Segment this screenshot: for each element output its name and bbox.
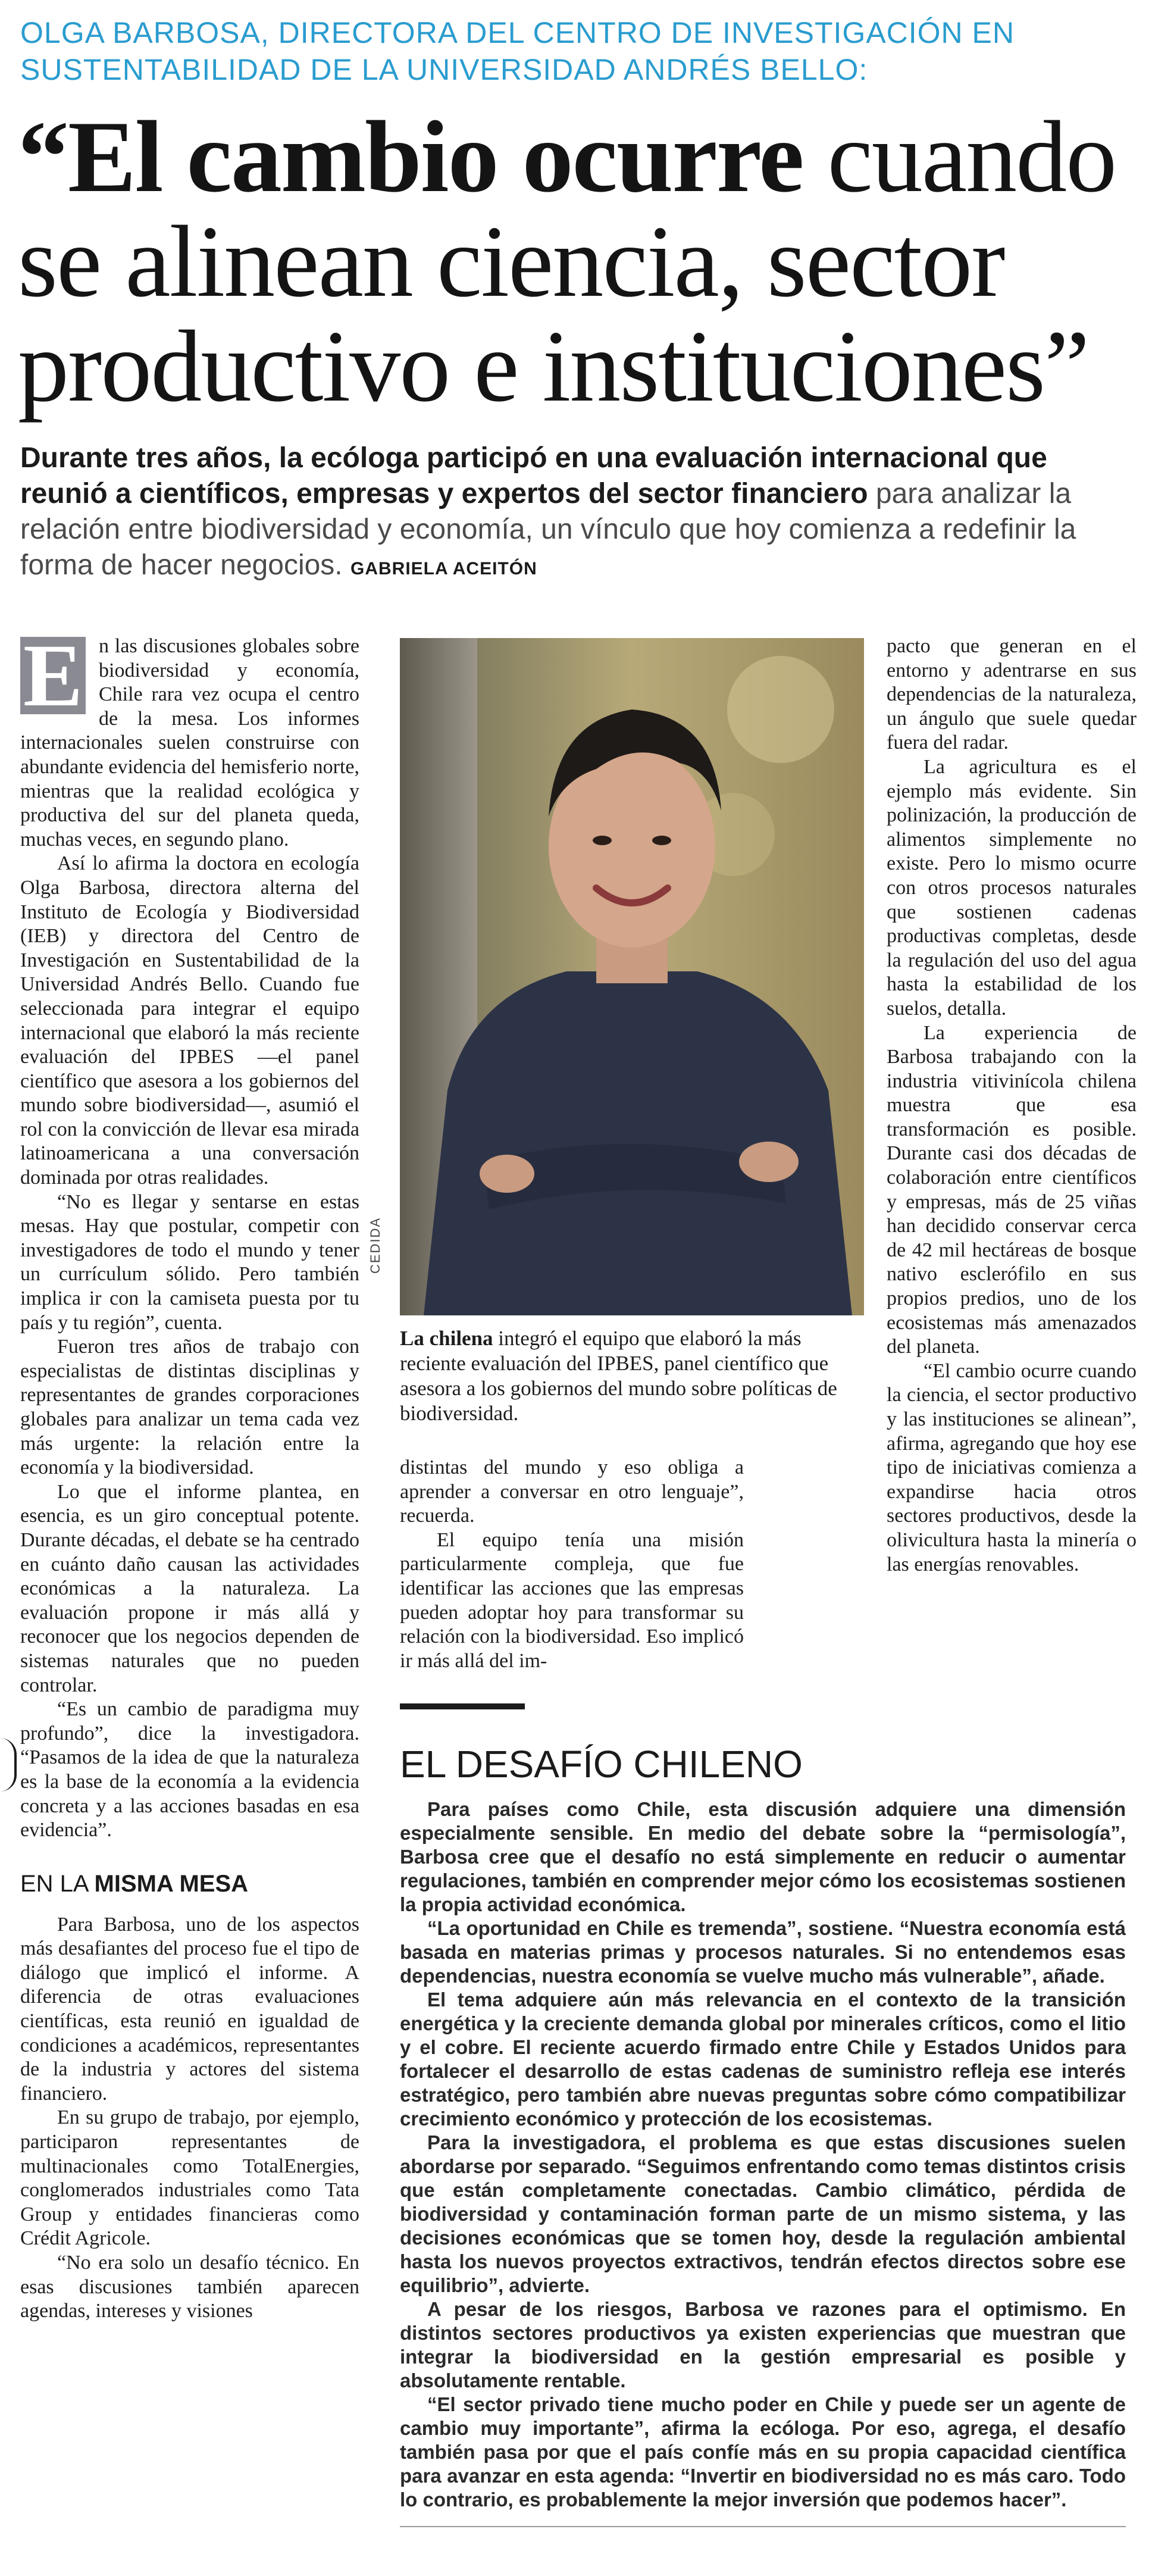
paragraph: pacto que generan en el entorno y adentrarse en sus dependencias de la naturaleza, un ángulo que suele quedar fuera del radar. — [887, 635, 1137, 754]
paragraph: El equipo tenía una misión particularmente compleja, que fue identificar las acciones que las empresas pueden adoptar hoy para transformar su relación con la biodiversidad. Eso implicó ir más allá del im- — [400, 1528, 744, 1672]
paragraph: “Es un cambio de paradigma muy profundo”, dice la investigadora. “Pasamos de la idea de que la naturaleza es la base de la economía a la evidencia concreta y a las acciones basadas en esa evidencia”. — [20, 1698, 359, 1842]
paragraph: “El cambio ocurre cuando la ciencia, el sector productivo y las instituciones se alinean”, afirma, agregando que hoy ese tipo de iniciativas comienza a expandirse hacia otros sectores productivos, desde la olivicultura hasta la minería o las energías renovables. — [887, 1359, 1137, 1575]
article-column-1 — [20, 626, 359, 2324]
drop-cap: E — [20, 637, 86, 714]
paragraph: Para Barbosa, uno de los aspectos más desafiantes del proceso fue el tipo de diálogo que implicó el informe. A diferencia de otras evaluaciones científicas, esta reunió en igualdad de condiciones a académicos, representantes de la industria y actores del sistema financiero. — [20, 1913, 359, 2105]
box-rule — [400, 1703, 525, 1709]
portrait-illustration — [400, 638, 864, 1315]
paragraph: “No era solo un desafío técnico. En esas discusiones también aparecen agendas, intereses y visiones — [20, 2252, 359, 2322]
paragraph: Así lo afirma la doctora en ecología Olga Barbosa, directora alterna del Instituto de Ecología y Biodiversidad (IEB) y directora del Centro de Investigación en Sustentabilidad de la Universidad Andrés Bello. Cuando fue seleccionada para integrar el equipo internacional que elaboró la más reciente evaluación del IPBES —el panel científico que asesora a los gobiernos del mundo sobre biodiversidad—, asumió el rol con la convicción de llevar esa mirada latinoamericana a una conversación dominada por otras realidades. — [20, 852, 359, 1189]
box-title: EL DESAFÍO CHILENO — [400, 1743, 803, 1786]
page-edge-mark — [0, 1738, 17, 1792]
bottom-rule — [400, 2526, 1126, 2527]
paragraph: “No es llegar y sentarse en estas mesas. Hay que postular, competir con investigadores de todo el mundo y tener un currículum sólido. Pero también implica ir con la camiseta puesta por tu país y tu región”, cuenta. — [20, 1190, 359, 1334]
paragraph: distintas del mundo y eso obliga a aprender a conversar en otro lenguaje”, recuerda. — [400, 1456, 744, 1527]
photo-caption — [400, 1326, 864, 1426]
headline — [18, 101, 1137, 423]
article-column-2 — [400, 1456, 744, 1673]
paragraph: Lo que el informe plantea, en esencia, es un giro conceptual potente. Durante décadas, el debate se ha centrado en cuánto daño causan las actividades económicas a la naturaleza. La evaluación propone ir más allá y reconocer que los negocios dependen de sistemas naturales que no pueden controlar. — [20, 1480, 359, 1696]
paragraph: En su grupo de trabajo, por ejemplo, participaron representantes de multinacionales como TotalEnergies, conglomerados industriales como Tata Group y entidades financieras como Crédit Agricole. — [20, 2106, 359, 2250]
photo-credit: CEDIDA — [368, 1217, 383, 1274]
deck — [20, 440, 1127, 587]
paragraph: Fueron tres años de trabajo con especialistas de distintas disciplinas y representantes de grandes corporaciones globales para analizar un tema cada vez más urgente: la relación entre la economía y la biodiversidad. — [20, 1336, 359, 1479]
subhead-bold: MISMA MESA — [94, 1870, 249, 1897]
box-paragraph: “La oportunidad en Chile es tremenda”, sostiene. “Nuestra economía está basada en materias primas y procesos naturales. Si no entendemos esas dependencias, nuestra economía se vuelve mucho más vulnerable”, añade. — [400, 1917, 1126, 1987]
box-paragraph: Para países como Chile, esta discusión adquiere una dimensión especialmente sensible. En medio del debate sobre la “permisología”, Barbosa cree que el desafío no está simplemente en reducir o aumentar regulaciones, también en comprender mejor cómo los ecosistemas sostienen la propia actividad económica. — [400, 1798, 1126, 1915]
paragraph: La experiencia de Barbosa trabajando con la industria vitivinícola chilena muestra que esa transformación es posible. Durante casi dos décadas de colaboración entre científicos y empresas, más de 25 viñas han decidido conservar cerca de 42 mil hectáreas de bosque nativo esclerófilo en sus propios predios, uno de los ecosistemas más amenazados del planeta. — [887, 1021, 1137, 1358]
subhead-light: EN LA — [20, 1870, 95, 1897]
box-paragraph: El tema adquiere aún más relevancia en el contexto de la transición energética y la creciente demanda global por minerales críticos, como el litio y el cobre. El reciente acuerdo firmado entre Chile y Estados Unidos para fortalecer el desarrollo de estas cadenas de suministro refleja ese interés estratégico, pero también abre nuevas preguntas sobre cómo compatibilizar crecimiento económico y protección de los ecosistemas. — [400, 1989, 1126, 2130]
box-paragraph: “El sector privado tiene mucho poder en Chile y puede ser un agente de cambio muy importante”, afirma la ecóloga. Por eso, agrega, el desafío también pasa por que el país confíe más en su propia capacidad científica para avanzar en esta agenda: “Invertir en biodiversidad no es más caro. Todo lo contrario, es probablemente la mejor inversión que podemos hacer”. — [400, 2393, 1126, 2511]
byline: GABRIELA ACEITÓN — [350, 559, 537, 579]
caption-text: integró el equipo que elaboró la más reciente evaluación del IPBES, panel científico que asesora a los gobiernos del mundo sobre políticas de biodiversidad. — [400, 1327, 837, 1425]
paragraph: n las discusiones globales sobre biodiversidad y economía, Chile rara vez ocupa el centro de la mesa. Los informes internacionales suelen construirse con abundante evidencia del hemisferio norte, mientras que la realidad ecológica y productiva del sur del planeta queda, muchas veces, en segundo plano. — [20, 635, 359, 851]
headline-rest: cuando se alinean ciencia, sector productivo e instituciones” — [18, 101, 1116, 423]
caption-lead: La chilena — [400, 1327, 493, 1350]
box-paragraph: Para la investigadora, el problema es que estas discusiones suelen abordarse por separado. “Seguimos enfrentando como temas distintos crisis que están completamente conectadas. Cambio climático, pérdida de biodiversidad y contaminación forman parte de un mismo sistema, y las decisiones económicas que se tomen hoy, desde la regulación ambiental hasta los nuevos proyectos extractivos, tendrán efectos directos sobre ese equilibrio”, advierte. — [400, 2131, 1126, 2296]
headline-bold: “El cambio ocurre — [18, 101, 803, 214]
article-column-3 — [887, 634, 1137, 1577]
box-body — [400, 1797, 1126, 2512]
section-subhead — [20, 1869, 359, 1899]
paragraph: La agricultura es el ejemplo más evidente. Sin polinización, la producción de alimentos simplemente no existe. Pero lo mismo ocurre con otros procesos naturales que sostienen cadenas productivas completas, desde la regulación del uso del agua hasta la estabilidad de los suelos, detalla. — [887, 755, 1137, 1020]
portrait-photo — [400, 638, 864, 1315]
deck-rest: para analizar la relación entre biodiversidad y economía, un vínculo que hoy comienza a redefinir la forma de hacer negocios. — [20, 478, 1076, 581]
box-paragraph: A pesar de los riesgos, Barbosa ve razones para el optimismo. En distintos sectores productivos ya existen experiencias que muestran que integrar la biodiversidad en la gestión empresarial es posible y absolutamente rentable. — [400, 2298, 1126, 2391]
kicker: OLGA BARBOSA, DIRECTORA DEL CENTRO DE INVESTIGACIÓN EN SUSTENTABILIDAD DE LA UNIVERSIDAD ANDRÉS BELLO: — [20, 16, 1015, 86]
deck-bold: Durante tres años, la ecóloga participó en una evaluación internacional que reunió a científicos, empresas y expertos del sector financiero — [20, 442, 1047, 509]
